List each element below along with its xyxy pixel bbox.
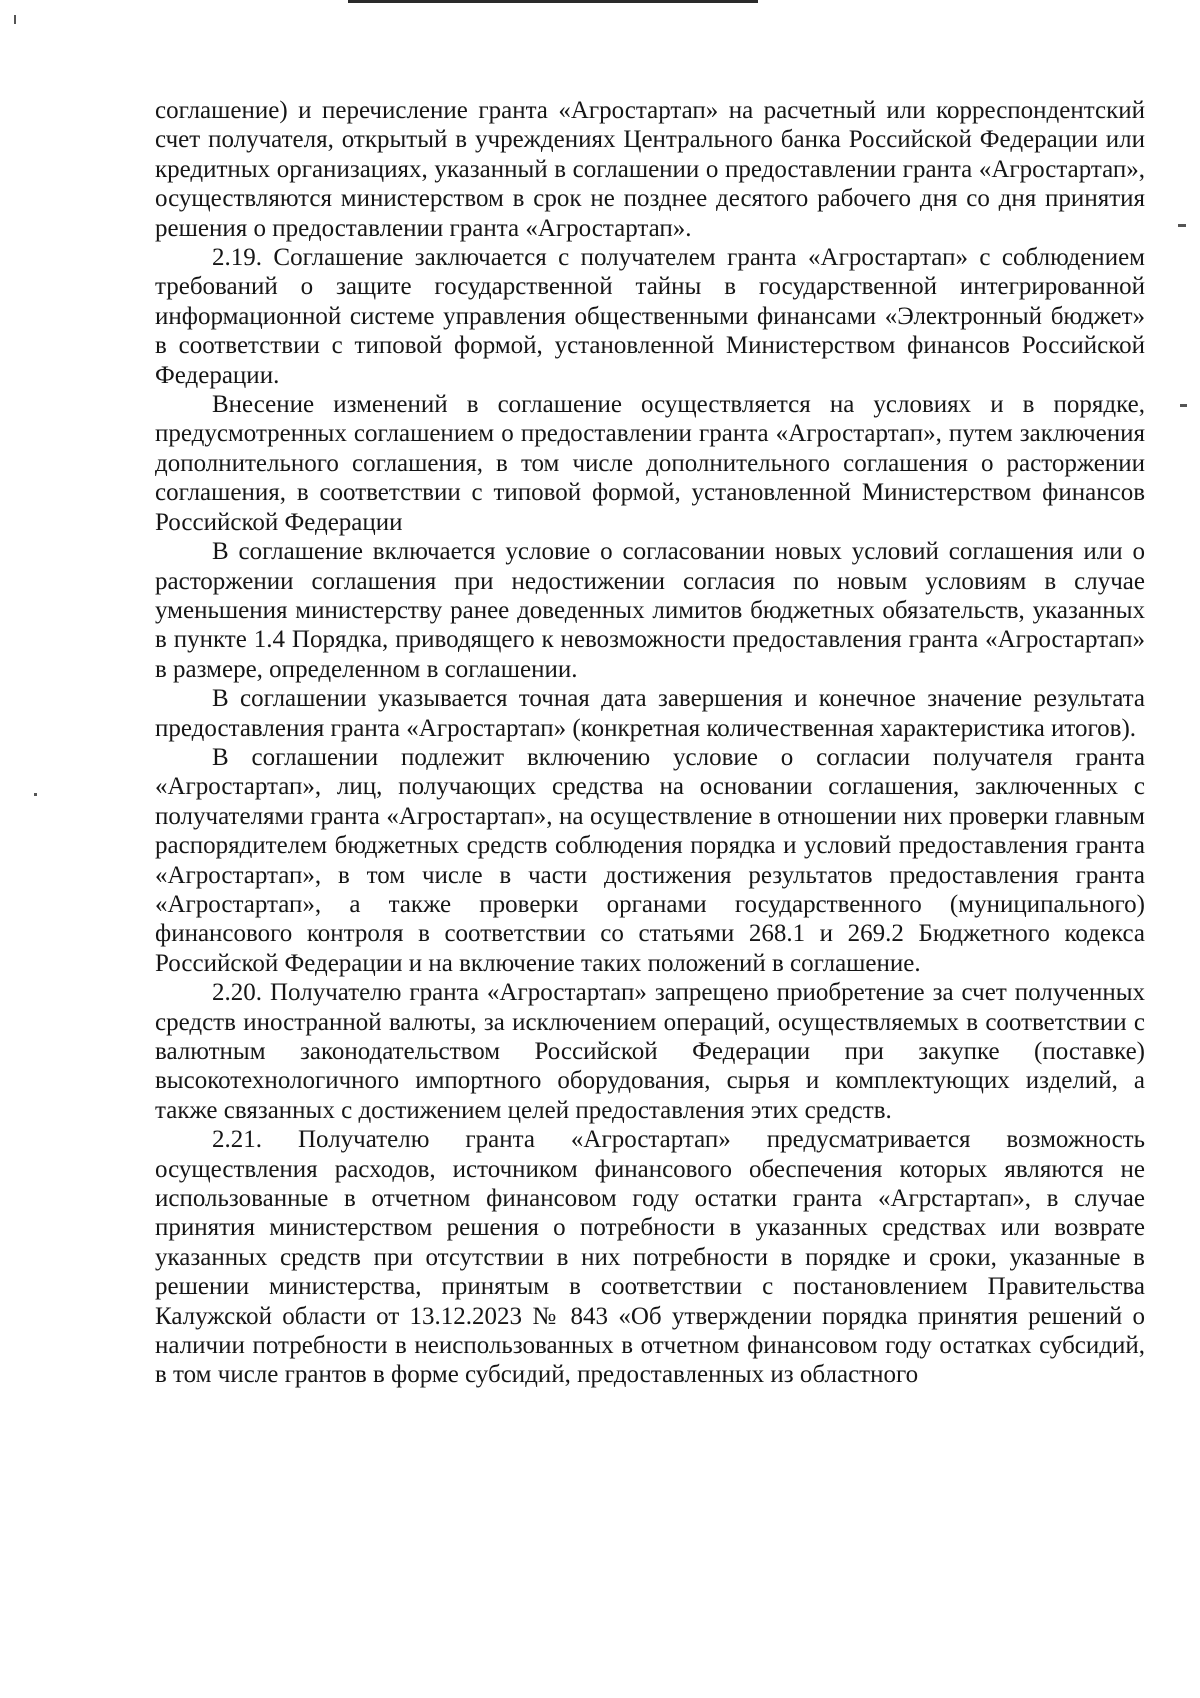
- paragraph-inspection-consent: В соглашении подлежит включению условие о согласии получателя гранта «Агростартап», лиц, получающих средства на основании соглашения, заключенных с получателями гранта «Агростартап», на осуществление в отношении них проверки главным распорядителем бюджетных средств соблюдения порядка и условий предоставления гранта «Агростартап», в том числе в части достижения результатов предоставления гранта «Агростартап», а также проверки органами государственного (муниципального) финансового контроля в соответствии со статьями 268.1 и 269.2 Бюджетного кодекса Российской Федерации и на включение таких положений в соглашение.: [155, 743, 1145, 977]
- scan-speck: [1180, 404, 1187, 407]
- paragraph-payment-transfer: соглашение) и перечисление гранта «Агростартап» на расчетный или корреспондентский счет получателя, открытый в учреждениях Центрального банка Российской Федерации или кредитных организациях, указанный в соглашении о предоставлении гранта «Агростартап», осуществляются министерством в срок не позднее десятого рабочего дня со дня принятия решения о предоставлении гранта «Агростартап».: [155, 97, 1145, 242]
- scan-speck: [34, 793, 37, 796]
- paragraph-2-20: 2.20. Получателю гранта «Агростартап» запрещено приобретение за счет полученных средств иностранной валюты, за исключением операций, осуществляемых в соответствии с валютным законодательством Российской Федерации при закупке (поставке) высокотехнологичного импортного оборудования, сырья и комплектующих изделий, а также связанных с достижением целей предоставления этих средств.: [155, 979, 1145, 1124]
- scan-edge-line: [348, 0, 758, 3]
- paragraph-completion-date: В соглашении указывается точная дата завершения и конечное значение результата предоставления гранта «Агростартап» (конкретная количественная характеристика итогов).: [155, 685, 1145, 742]
- paragraph-2-21: 2.21. Получателю гранта «Агростартап» предусматривается возможность осуществления расходов, источником финансового обеспечения которых являются не использованные в отчетном финансовом году остатки гранта «Агрстартап», в случае принятия министерством решения о потребности в указанных средствах или возврате указанных средств при отсутствии в них потребности в порядке и сроки, указанные в решении министерства, принятым в соответствии с постановлением Правительства Калужской области от 13.12.2023 № 843 «Об утверждении порядка принятия решений о наличии потребности в неиспользованных в отчетном финансовом году остатках субсидий, в том числе грантов в форме субсидий, предоставленных из областного: [155, 1126, 1145, 1389]
- scan-speck: [1178, 224, 1186, 227]
- document-body: [155, 96, 1145, 1390]
- scan-speck: [14, 15, 16, 24]
- paragraph-amendments: Внесение изменений в соглашение осуществляется на условиях и в порядке, предусмотренных соглашением о предоставлении гранта «Агростартап», путем заключения дополнительного соглашения, в том числе дополнительного соглашения о расторжении соглашения, в соответствии с типовой формой, установленной Министерством финансов Российской Федерации: [155, 391, 1145, 536]
- paragraph-2-19: 2.19. Соглашение заключается с получателем гранта «Агростартап» с соблюдением требований о защите государственной тайны в государственной интегрированной информационной системе управления общественными финансами «Электронный бюджет» в соответствии с типовой формой, установленной Министерством финансов Российской Федерации.: [155, 244, 1145, 389]
- paragraph-limits-reduction: В соглашение включается условие о согласовании новых условий соглашения или о расторжении соглашения при недостижении согласия по новым условиям в случае уменьшения министерству ранее доведенных лимитов бюджетных обязательств, указанных в пункте 1.4 Порядка, приводящего к невозможности предоставления гранта «Агростартап» в размере, определенном в соглашении.: [155, 538, 1145, 683]
